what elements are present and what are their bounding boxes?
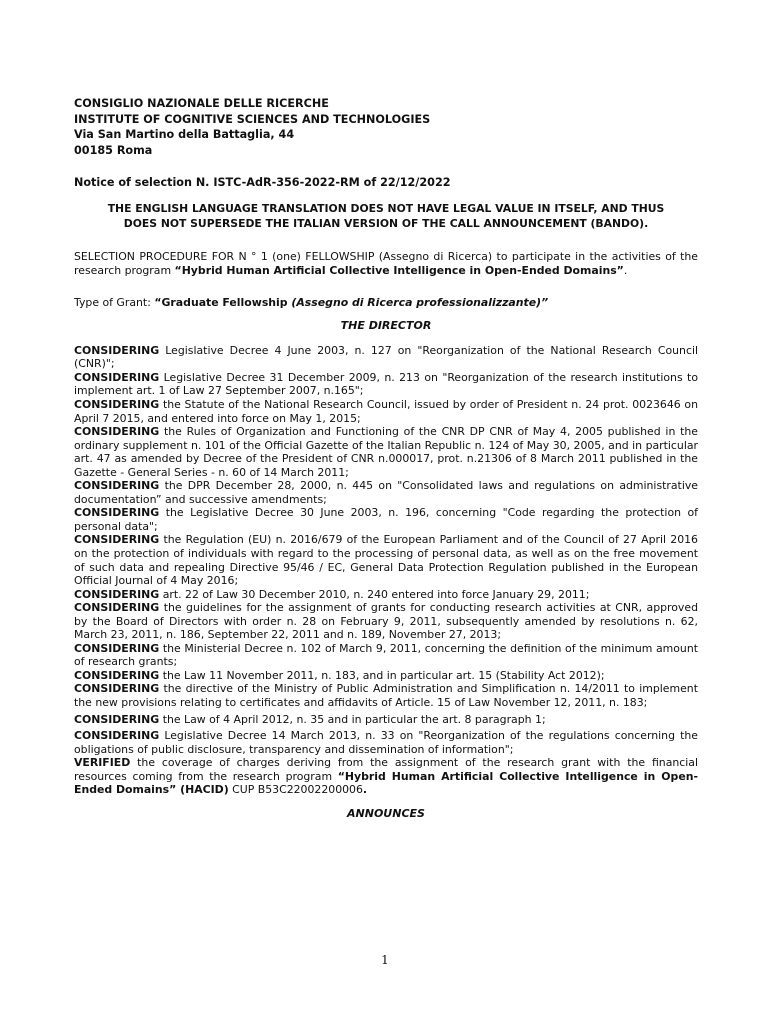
considering-item: [74, 533, 698, 587]
considering-keyword: CONSIDERING: [74, 397, 160, 411]
announces-heading: ANNOUNCES: [347, 806, 425, 820]
header-line-4: 00185 Roma: [74, 143, 153, 157]
grant-label: Type of Grant:: [74, 296, 155, 310]
considering-item: [74, 713, 698, 727]
considering-item: [74, 669, 698, 683]
considering-keyword: CONSIDERING: [74, 729, 160, 743]
considering-item: [74, 398, 698, 425]
considering-text: the Ministerial Decree n. 102 of March 9, 2011, concerning the definition of the minimum amount of research grants;: [74, 641, 698, 669]
considering-text: the DPR December 28, 2000, n. 445 on "Consolidated laws and regulations on administrative documentation” and successive amendments;: [74, 479, 698, 506]
verified-end: .: [362, 783, 368, 797]
disclaimer-line-1: THE ENGLISH LANGUAGE TRANSLATION DOES NOT HAVE LEGAL VALUE IN ITSELF, AND THUS: [107, 202, 665, 215]
institution-header: [74, 96, 698, 158]
grant-name-italic: (Assegno di Ricerca professionalizzante)”: [291, 296, 549, 310]
grant-name-text: “Graduate Fellowship: [154, 296, 292, 310]
considering-item: [74, 344, 698, 371]
verified-item: [74, 756, 698, 797]
intro-end: .: [623, 263, 628, 277]
considerings-list: [74, 344, 698, 797]
considering-text: the guidelines for the assignment of grants for conducting research activities at CNR, approved by the Board of Directors with order n. 28 on February 9, 2011, subsequently amended by resolutions n. 62, March 23, 2011, n. 186, September 22, 2011 and n. 189, November 27, 2013;: [74, 601, 698, 642]
considering-keyword: CONSIDERING: [74, 425, 160, 439]
considering-item: [74, 479, 698, 506]
considering-keyword: CONSIDERING: [74, 479, 160, 493]
notice-title: Notice of selection N. ISTC-AdR-356-2022-RM of 22/12/2022: [74, 176, 451, 189]
considering-item: [74, 588, 698, 602]
header-line-2: INSTITUTE OF COGNITIVE SCIENCES AND TECHNOLOGIES: [74, 112, 431, 126]
considering-keyword: CONSIDERING: [74, 712, 160, 726]
considering-text: Legislative Decree 4 June 2003, n. 127 on "Reorganization of the National Research Council (CNR)";: [74, 343, 698, 371]
considering-text: art. 22 of Law 30 December 2010, n. 240 entered into force January 29, 2011;: [159, 587, 590, 601]
page-number: 1: [381, 953, 389, 967]
considering-keyword: CONSIDERING: [74, 601, 160, 615]
considering-keyword: CONSIDERING: [74, 668, 160, 682]
header-line-1: CONSIGLIO NAZIONALE DELLE RICERCHE: [74, 97, 329, 110]
director-heading: THE DIRECTOR: [340, 318, 432, 332]
disclaimer-line-2: DOES NOT SUPERSEDE THE ITALIAN VERSION OF THE CALL ANNOUNCEMENT (BANDO).: [123, 216, 649, 230]
translation-disclaimer: [74, 202, 698, 231]
considering-keyword: CONSIDERING: [74, 641, 160, 655]
considering-text: Legislative Decree 31 December 2009, n. 213 on "Reorganization of the research institutions to implement art. 1 of Law 27 September 2007, n.165";: [74, 370, 698, 398]
considering-text: the Law 11 November 2011, n. 183, and in particular art. 15 (Stability Act 2012);: [159, 668, 605, 682]
considering-text: Legislative Decree 14 March 2013, n. 33 on "Reorganization of the regulations concerning the obligations of public disclosure, transparency and dissemination of information";: [74, 729, 698, 756]
intro-text: SELECTION PROCEDURE FOR N ° 1 (one) FELLOWSHIP (Assegno di Ricerca) to participate in the activities of the research program: [74, 250, 698, 277]
verified-cup: CUP B53C22002200006: [228, 783, 363, 797]
considering-text: the Legislative Decree 30 June 2003, n. 196, concerning "Code regarding the protection of personal data";: [74, 506, 698, 533]
considering-item: [74, 601, 698, 642]
grant-type: [74, 296, 698, 310]
considering-text: the Law of 4 April 2012, n. 35 and in particular the art. 8 paragraph 1;: [159, 712, 546, 726]
considering-item: [74, 371, 698, 398]
considering-item: [74, 682, 698, 709]
considering-item: [74, 425, 698, 479]
considering-keyword: CONSIDERING: [74, 506, 160, 520]
verified-keyword: VERIFIED: [74, 756, 131, 770]
considering-keyword: CONSIDERING: [74, 587, 160, 601]
considering-text: the Regulation (EU) n. 2016/679 of the European Parliament and of the Council of 27 April 2016 on the protection of individuals with regard to the processing of personal data, as well as on the free movement of such data and repealing Directive 95/46 / EC, General Data Protection Regulation published in the European Official Journal of 4 May 2016;: [74, 533, 698, 588]
selection-procedure-paragraph: [74, 250, 698, 277]
verified-text: the coverage of charges deriving from the assignment of the research grant with the financial resources coming from the research program: [74, 756, 698, 783]
considering-keyword: CONSIDERING: [74, 533, 160, 547]
considering-keyword: CONSIDERING: [74, 682, 160, 696]
considering-text: the Statute of the National Research Council, issued by order of President n. 24 prot. 0023646 on April 7 2015, and entered into force on May 1, 2015;: [74, 397, 698, 425]
considering-item: [74, 729, 698, 756]
considering-keyword: CONSIDERING: [74, 370, 160, 384]
considering-keyword: CONSIDERING: [74, 343, 160, 357]
verified-program: “Hybrid Human Artificial Collective Intelligence in Open-Ended Domains” (HACID): [74, 769, 698, 797]
intro-program: “Hybrid Human Artificial Collective Intelligence in Open-Ended Domains”: [174, 263, 624, 277]
grant-name: [154, 296, 548, 309]
document-page: [74, 96, 698, 820]
considering-text: the Rules of Organization and Functioning of the CNR DP CNR of May 4, 2005 published in the ordinary supplement n. 101 of the Official Gazette of the Italian Republic n. 124 of May 30, 2005, and in particular art. 47 as amended by Decree of the President of CNR n.000017, prot. n.21306 of 8 March 2011 published in the Gazette - General Series - n. 60 of 14 March 2011;: [74, 425, 698, 479]
considering-item: [74, 642, 698, 669]
header-line-3: Via San Martino della Battaglia, 44: [74, 128, 295, 141]
considering-item: [74, 506, 698, 533]
considering-text: the directive of the Ministry of Public Administration and Simplification n. 14/2011 to implement the new provisions relating to certificates and affidavits of Article. 15 of Law November 12, 2011, n. 183;: [74, 682, 698, 709]
